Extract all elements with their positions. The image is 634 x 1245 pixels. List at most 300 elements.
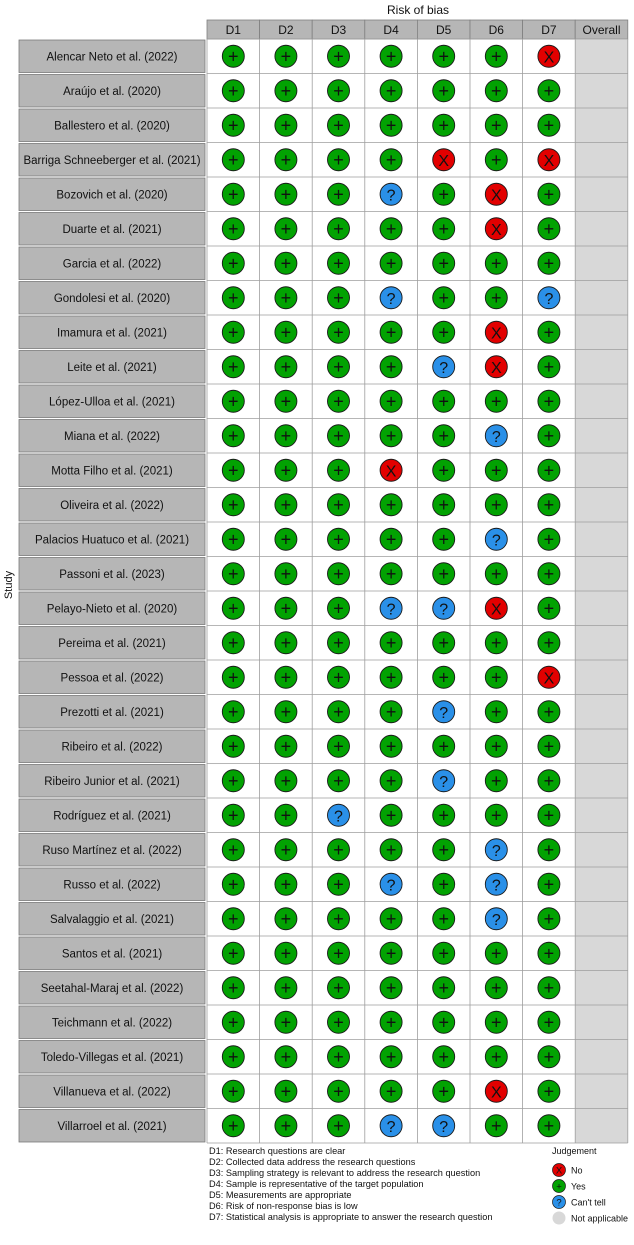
judgement-mark-not-applicable <box>591 908 613 930</box>
judgement-mark-yes <box>485 735 507 757</box>
study-row <box>19 523 613 556</box>
study-row <box>19 730 613 763</box>
judgement-symbol: + <box>438 908 449 929</box>
judgement-symbol: + <box>280 563 292 584</box>
study-row <box>19 765 613 798</box>
judgement-mark-yes <box>538 632 560 654</box>
judgement-mark-yes <box>538 425 560 447</box>
judgement-symbol: + <box>228 391 239 412</box>
study-label: Oliveira et al. (2022) <box>60 499 164 512</box>
study-label: Ballestero et al. (2020) <box>54 120 170 133</box>
judgement-mark-yes <box>328 494 350 516</box>
judgement-symbol: + <box>385 322 397 343</box>
judgement-mark-yes <box>538 839 560 861</box>
judgement-mark-yes <box>328 632 350 654</box>
judgement-mark-yes <box>433 183 455 205</box>
judgement-mark-yes <box>222 908 244 930</box>
judgement-mark-yes <box>380 701 402 723</box>
judgement-mark-yes <box>433 735 455 757</box>
judgement-symbol: + <box>385 253 397 274</box>
judgement-mark-yes <box>275 459 297 481</box>
judgement-symbol: + <box>438 839 449 860</box>
judgement-symbol: + <box>543 184 555 205</box>
judgement-symbol: + <box>333 1046 344 1067</box>
study-row <box>19 489 613 522</box>
judgement-symbol: + <box>280 494 292 515</box>
judgement-mark-yes <box>222 425 244 447</box>
judgement-symbol: + <box>438 667 449 688</box>
judgement-mark-not-applicable <box>591 1011 613 1033</box>
judgement-mark-yes <box>222 321 244 343</box>
judgement-symbol: + <box>280 1046 292 1067</box>
judgement-mark-yes <box>485 563 507 585</box>
judgement-symbol: X <box>543 670 555 688</box>
judgement-mark-yes <box>380 45 402 67</box>
study-row <box>19 75 613 108</box>
judgement-symbol: + <box>385 391 397 412</box>
judgement-mark-yes <box>433 839 455 861</box>
judgement-symbol: + <box>333 218 344 239</box>
study-label: Teichmann et al. (2022) <box>51 1017 173 1030</box>
judgement-symbol: + <box>280 874 292 895</box>
legend <box>552 1146 628 1225</box>
judgement-mark-yes <box>485 390 507 412</box>
judgement-mark-yes <box>485 45 507 67</box>
judgement-symbol: + <box>438 460 449 481</box>
judgement-mark-yes <box>380 1080 402 1102</box>
judgement-mark-yes <box>328 1080 350 1102</box>
judgement-mark-yes <box>485 701 507 723</box>
judgement-symbol: + <box>385 356 397 377</box>
judgement-mark-yes <box>380 1011 402 1033</box>
judgement-mark-yes <box>328 149 350 171</box>
judgement-symbol: + <box>280 460 292 481</box>
judgement-symbol: + <box>543 1046 555 1067</box>
judgement-symbol: ? <box>439 359 449 377</box>
judgement-mark-yes <box>380 839 402 861</box>
study-label: Palacios Huatuco et al. (2021) <box>34 534 190 547</box>
judgement-symbol: + <box>543 632 555 653</box>
column-header-d6: D6 <box>488 23 504 37</box>
judgement-symbol: + <box>280 391 292 412</box>
judgement-mark-yes <box>485 459 507 481</box>
judgement-symbol: + <box>438 736 449 757</box>
judgement-mark-yes <box>222 114 244 136</box>
legend-label: Not applicable <box>571 1213 629 1224</box>
judgement-mark-yes <box>275 1115 297 1137</box>
judgement-mark-cant-tell <box>485 528 507 550</box>
judgement-mark-yes <box>275 356 297 378</box>
study-label: Ribeiro Junior et al. (2021) <box>44 775 180 788</box>
judgement-mark-yes <box>328 563 350 585</box>
judgement-symbol: + <box>333 770 344 791</box>
study-label: Garcia et al. (2022) <box>62 258 162 271</box>
judgement-mark-yes <box>380 252 402 274</box>
judgement-symbol: + <box>491 805 502 826</box>
judgement-symbol: + <box>280 253 292 274</box>
study-label: Miana et al. (2022) <box>64 430 160 443</box>
study-label: Passoni et al. (2023) <box>59 568 165 581</box>
study-label: Seetahal-Maraj et al. (2022) <box>40 982 184 995</box>
judgement-symbol: + <box>491 770 502 791</box>
judgement-symbol: + <box>438 1081 449 1102</box>
judgement-mark-yes <box>222 356 244 378</box>
judgement-symbol: + <box>228 839 239 860</box>
judgement-symbol: + <box>491 149 502 170</box>
judgement-symbol: + <box>543 80 555 101</box>
judgement-symbol: + <box>543 425 555 446</box>
judgement-symbol: X <box>490 601 502 619</box>
judgement-symbol: + <box>333 287 344 308</box>
study-label: Toledo-Villegas et al. (2021) <box>40 1051 184 1064</box>
judgement-symbol: + <box>228 563 239 584</box>
judgement-mark-yes <box>433 804 455 826</box>
judgement-symbol: + <box>333 908 344 929</box>
study-label: Pereima et al. (2021) <box>58 637 166 650</box>
judgement-mark-yes <box>328 942 350 964</box>
judgement-mark-yes <box>538 528 560 550</box>
judgement-mark-yes <box>433 1011 455 1033</box>
judgement-mark-yes <box>538 114 560 136</box>
judgement-symbol: + <box>543 322 555 343</box>
judgement-symbol: + <box>438 115 449 136</box>
judgement-mark-yes <box>433 45 455 67</box>
judgement-symbol: + <box>228 46 239 67</box>
judgement-mark-cant-tell <box>433 597 455 619</box>
judgement-mark-yes <box>275 183 297 205</box>
study-row <box>19 937 613 970</box>
judgement-mark-yes <box>275 839 297 861</box>
judgement-mark-yes <box>538 1080 560 1102</box>
judgement-symbol: + <box>333 736 344 757</box>
judgement-symbol: + <box>491 977 502 998</box>
judgement-mark-yes <box>380 804 402 826</box>
judgement-symbol: + <box>385 1081 397 1102</box>
column-header-d4: D4 <box>383 23 399 37</box>
judgement-symbol: + <box>280 218 292 239</box>
judgement-symbol: ? <box>491 532 501 550</box>
judgement-symbol: + <box>333 839 344 860</box>
judgement-mark-yes <box>328 528 350 550</box>
judgement-mark-yes <box>222 1011 244 1033</box>
judgement-symbol: + <box>333 874 344 895</box>
judgement-mark-yes <box>222 770 244 792</box>
judgement-symbol: X <box>490 1084 502 1102</box>
judgement-symbol: + <box>333 460 344 481</box>
judgement-symbol: + <box>228 943 239 964</box>
study-row <box>19 40 613 73</box>
judgement-mark-yes <box>275 873 297 895</box>
judgement-mark-yes <box>275 735 297 757</box>
judgement-mark-yes <box>485 666 507 688</box>
judgement-symbol: + <box>333 598 344 619</box>
judgement-symbol: + <box>228 460 239 481</box>
judgement-symbol: + <box>228 736 239 757</box>
column-header-d7: D7 <box>541 23 557 37</box>
study-row <box>19 972 613 1005</box>
judgement-mark-no <box>538 149 560 171</box>
judgement-symbol: X <box>543 49 555 67</box>
judgement-symbol: + <box>333 977 344 998</box>
judgement-mark-yes <box>222 183 244 205</box>
judgement-mark-yes <box>328 1046 350 1068</box>
judgement-mark-yes <box>275 942 297 964</box>
judgement-symbol: + <box>385 632 397 653</box>
judgement-mark-not-applicable <box>591 632 613 654</box>
column-header-d1: D1 <box>225 23 241 37</box>
judgement-mark-yes <box>328 735 350 757</box>
study-label: Barriga Schneeberger et al. (2021) <box>23 154 201 167</box>
judgement-mark-yes <box>275 149 297 171</box>
judgement-mark-cant-tell <box>433 701 455 723</box>
judgement-mark-yes <box>328 80 350 102</box>
judgement-mark-yes <box>222 252 244 274</box>
judgement-mark-no <box>485 1080 507 1102</box>
judgement-symbol: + <box>491 494 502 515</box>
judgement-symbol: ? <box>439 1118 449 1136</box>
judgement-symbol: + <box>228 874 239 895</box>
judgement-mark-yes <box>380 942 402 964</box>
judgement-mark-yes <box>222 287 244 309</box>
judgement-mark-yes <box>275 252 297 274</box>
judgement-mark-not-applicable <box>591 1080 613 1102</box>
judgement-symbol: + <box>438 287 449 308</box>
judgement-symbol: + <box>228 287 239 308</box>
judgement-mark-yes <box>538 80 560 102</box>
judgement-symbol: + <box>280 1081 292 1102</box>
judgement-symbol: + <box>491 115 502 136</box>
judgement-mark-yes <box>538 459 560 481</box>
judgement-mark-yes <box>538 908 560 930</box>
judgement-symbol: + <box>438 80 449 101</box>
judgement-symbol: + <box>333 701 344 722</box>
judgement-symbol: + <box>385 425 397 446</box>
judgement-mark-yes <box>433 563 455 585</box>
judgement-mark-yes <box>275 908 297 930</box>
judgement-mark-yes <box>538 942 560 964</box>
study-row <box>19 178 613 211</box>
judgement-symbol: + <box>438 874 449 895</box>
judgement-symbol: + <box>280 908 292 929</box>
judgement-mark-yes <box>538 597 560 619</box>
judgement-symbol: + <box>543 943 555 964</box>
judgement-symbol: + <box>228 253 239 274</box>
judgement-mark-yes <box>222 735 244 757</box>
judgement-symbol: + <box>280 736 292 757</box>
judgement-symbol: X <box>543 152 555 170</box>
study-label: Rodríguez et al. (2021) <box>53 810 171 823</box>
study-row <box>19 834 613 867</box>
judgement-mark-yes <box>538 1011 560 1033</box>
judgement-mark-cant-tell <box>485 839 507 861</box>
judgement-mark-yes <box>275 45 297 67</box>
judgement-symbol: + <box>543 253 555 274</box>
legend-symbol: + <box>556 1181 562 1193</box>
judgement-symbol: + <box>543 115 555 136</box>
judgement-mark-yes <box>538 183 560 205</box>
study-row <box>19 213 613 246</box>
judgement-mark-yes <box>485 1011 507 1033</box>
judgement-mark-cant-tell <box>433 770 455 792</box>
judgement-mark-yes <box>222 977 244 999</box>
study-row <box>19 661 613 694</box>
judgement-symbol: ? <box>386 290 396 308</box>
judgement-symbol: + <box>385 529 397 550</box>
judgement-mark-no <box>485 321 507 343</box>
judgement-mark-yes <box>222 45 244 67</box>
judgement-symbol: + <box>491 563 502 584</box>
judgement-symbol: + <box>228 149 239 170</box>
judgement-symbol: + <box>438 563 449 584</box>
judgement-symbol: + <box>491 667 502 688</box>
judgement-symbol: + <box>280 115 292 136</box>
judgement-mark-yes <box>538 356 560 378</box>
judgement-symbol: + <box>280 632 292 653</box>
judgement-mark-yes <box>222 942 244 964</box>
judgement-symbol: + <box>543 356 555 377</box>
judgement-mark-yes <box>380 390 402 412</box>
judgement-symbol: ? <box>491 911 501 929</box>
judgement-mark-yes <box>433 390 455 412</box>
judgement-mark-yes <box>433 977 455 999</box>
judgement-symbol: X <box>490 359 502 377</box>
domain-definitions <box>209 1146 492 1222</box>
judgement-symbol: + <box>438 218 449 239</box>
judgement-symbol: + <box>280 667 292 688</box>
judgement-symbol: ? <box>491 877 501 895</box>
judgement-mark-yes <box>433 666 455 688</box>
study-label: Motta Filho et al. (2021) <box>51 465 173 478</box>
study-label: Ribeiro et al. (2022) <box>61 741 163 754</box>
judgement-mark-yes <box>433 1046 455 1068</box>
judgement-mark-yes <box>380 1046 402 1068</box>
study-row <box>19 1075 613 1108</box>
judgement-mark-yes <box>538 701 560 723</box>
judgement-mark-yes <box>328 1115 350 1137</box>
judgement-symbol: + <box>280 149 292 170</box>
domain-definition: D6: Risk of non-response bias is low <box>209 1201 358 1211</box>
judgement-mark-not-applicable <box>591 80 613 102</box>
judgement-symbol: + <box>543 218 555 239</box>
judgement-mark-yes <box>222 528 244 550</box>
judgement-symbol: + <box>280 529 292 550</box>
judgement-mark-yes <box>538 252 560 274</box>
judgement-symbol: + <box>333 632 344 653</box>
judgement-mark-cant-tell <box>485 425 507 447</box>
judgement-mark-yes <box>433 287 455 309</box>
study-row <box>19 109 613 142</box>
study-label: Prezotti et al. (2021) <box>60 706 164 719</box>
judgement-mark-not-applicable <box>591 45 613 67</box>
judgement-mark-no <box>485 597 507 619</box>
judgement-mark-not-applicable <box>591 977 613 999</box>
judgement-symbol: + <box>385 115 397 136</box>
judgement-mark-not-applicable <box>591 183 613 205</box>
column-header-d2: D2 <box>278 23 294 37</box>
judgement-mark-not-applicable <box>591 218 613 240</box>
judgement-symbol: + <box>438 1012 449 1033</box>
judgement-symbol: ? <box>491 842 501 860</box>
study-row <box>19 558 613 591</box>
judgement-mark-yes <box>485 804 507 826</box>
judgement-symbol: + <box>228 805 239 826</box>
judgement-mark-no <box>433 149 455 171</box>
judgement-symbol: + <box>385 977 397 998</box>
judgement-mark-yes <box>433 528 455 550</box>
judgement-mark-no <box>485 183 507 205</box>
judgement-symbol: + <box>280 356 292 377</box>
judgement-symbol: + <box>543 1115 555 1136</box>
judgement-symbol: + <box>543 563 555 584</box>
study-label: Bozovich et al. (2020) <box>56 189 168 202</box>
judgement-mark-not-applicable <box>591 1115 613 1137</box>
domain-definition: D4: Sample is representative of the target population <box>209 1179 424 1189</box>
judgement-symbol: ? <box>439 773 449 791</box>
judgement-symbol: + <box>280 322 292 343</box>
study-row <box>19 1110 613 1143</box>
judgement-symbol: + <box>228 425 239 446</box>
judgement-mark-cant-tell <box>380 597 402 619</box>
judgement-symbol: + <box>543 529 555 550</box>
judgement-mark-yes <box>328 873 350 895</box>
study-row <box>19 592 613 625</box>
judgement-mark-yes <box>275 528 297 550</box>
judgement-mark-yes <box>380 218 402 240</box>
judgement-mark-no <box>538 45 560 67</box>
domain-definition: D5: Measurements are appropriate <box>209 1190 352 1200</box>
judgement-symbol: + <box>491 80 502 101</box>
study-label: Gondolesi et al. (2020) <box>53 292 171 305</box>
judgement-mark-yes <box>380 735 402 757</box>
judgement-symbol: + <box>491 460 502 481</box>
judgement-symbol: + <box>491 701 502 722</box>
judgement-mark-yes <box>275 114 297 136</box>
judgement-symbol: + <box>438 805 449 826</box>
judgement-mark-yes <box>275 597 297 619</box>
judgement-symbol: + <box>543 977 555 998</box>
judgement-mark-yes <box>275 632 297 654</box>
judgement-mark-yes <box>328 1011 350 1033</box>
judgement-mark-yes <box>380 528 402 550</box>
judgement-mark-yes <box>433 942 455 964</box>
judgement-symbol: + <box>333 322 344 343</box>
judgement-symbol: + <box>333 391 344 412</box>
column-header-d3: D3 <box>330 23 347 37</box>
study-label: Imamura et al. (2021) <box>57 327 167 340</box>
judgement-symbol: + <box>385 149 397 170</box>
judgement-symbol: + <box>438 494 449 515</box>
domain-definition: D1: Research questions are clear <box>209 1146 346 1156</box>
judgement-symbol: + <box>491 1115 502 1136</box>
y-axis-label: Study <box>3 570 15 600</box>
judgement-symbol: + <box>385 218 397 239</box>
judgement-symbol: ? <box>386 1118 396 1136</box>
judgement-symbol: + <box>333 529 344 550</box>
judgement-mark-yes <box>328 183 350 205</box>
judgement-mark-no <box>380 459 402 481</box>
judgement-mark-yes <box>538 977 560 999</box>
judgement-mark-yes <box>222 218 244 240</box>
judgement-symbol: ? <box>544 290 554 308</box>
judgement-mark-yes <box>433 908 455 930</box>
judgement-mark-yes <box>485 632 507 654</box>
judgement-mark-no <box>485 218 507 240</box>
judgement-symbol: ? <box>334 808 343 826</box>
judgement-mark-yes <box>538 563 560 585</box>
legend-label: Yes <box>571 1181 586 1192</box>
judgement-symbol: + <box>438 253 449 274</box>
judgement-mark-not-applicable <box>591 873 613 895</box>
